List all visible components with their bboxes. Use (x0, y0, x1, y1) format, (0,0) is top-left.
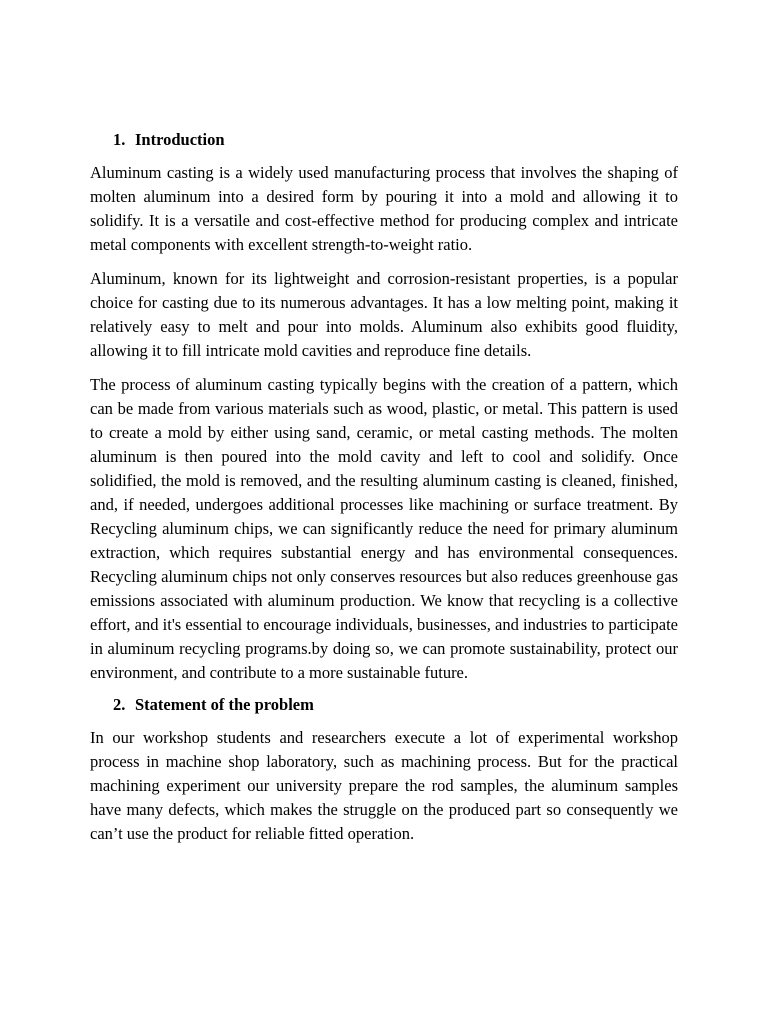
paragraph: Aluminum, known for its lightweight and corrosion-resistant properties, is a popular choice for casting due to its numerous advantages. It has a low melting point, making it relatively easy to melt and pour into molds. Aluminum also exhibits good fluidity, allowing it to fill intricate mold cavities and reproduce fine details. (90, 269, 678, 360)
paragraph: Aluminum casting is a widely used manufacturing process that involves the shaping of molten aluminum into a desired form by pouring it into a mold and allowing it to solidify. It is a versatile and cost-effective method for producing complex and intricate metal components with excellent strength-to-weight ratio. (90, 163, 678, 254)
section-heading-introduction (90, 128, 678, 152)
document-page (90, 128, 678, 856)
section-title: Statement of the problem (135, 695, 314, 714)
section-number: 2. (113, 695, 126, 714)
section-number: 1. (113, 130, 126, 149)
section-heading-statement-of-problem (90, 693, 678, 717)
section-title: Introduction (135, 130, 225, 149)
paragraph: The process of aluminum casting typically begins with the creation of a pattern, which can be made from various materials such as wood, plastic, or metal. This pattern is used to create a mold by either using sand, ceramic, or metal casting methods. The molten aluminum is then poured into the mold cavity and left to cool and solidify. Once solidified, the mold is removed, and the resulting aluminum casting is cleaned, finished, and, if needed, undergoes additional processes like machining or surface treatment. By Recycling aluminum chips, we can significantly reduce the need for primary aluminum extraction, which requires substantial energy and has environmental consequences. Recycling aluminum chips not only conserves resources but also reduces greenhouse gas emissions associated with aluminum production. We know that recycling is a collective effort, and it's essential to encourage individuals, businesses, and industries to participate in aluminum recycling programs.by doing so, we can promote sustainability, protect our environment, and contribute to a more sustainable future. (90, 375, 678, 682)
paragraph: In our workshop students and researchers execute a lot of experimental workshop process in machine shop laboratory, such as machining process. But for the practical machining experiment our university prepare the rod samples, the aluminum samples have many defects, which makes the struggle on the produced part so consequently we can’t use the product for reliable fitted operation. (90, 728, 678, 843)
